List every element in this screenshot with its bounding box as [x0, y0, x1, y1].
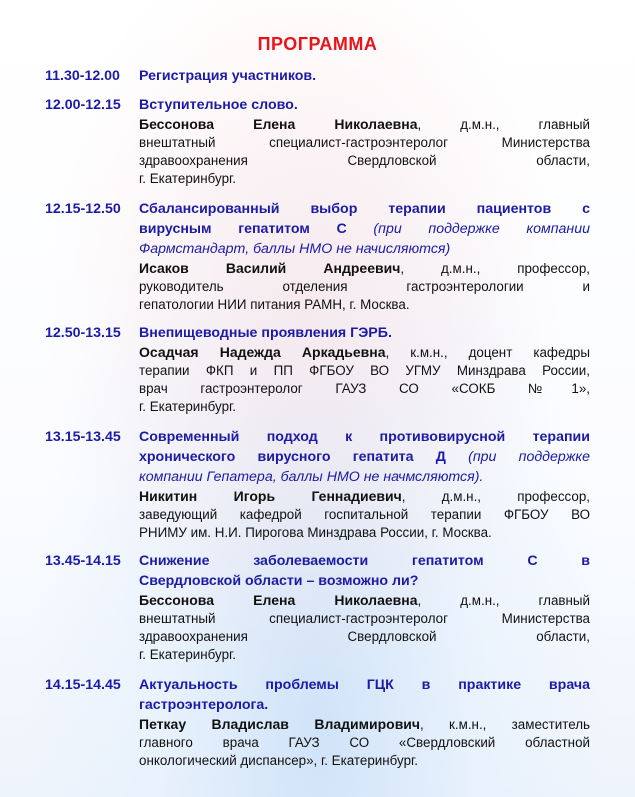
- item-speaker: [139, 591, 590, 664]
- speaker-line: г. Екатеринбург.: [139, 399, 237, 414]
- speaker-line: РНИМУ им. Н.И. Пирогова Минздрава России, г. Москва.: [139, 525, 492, 540]
- speaker-text: , к.м.н., заместитель: [420, 717, 590, 732]
- item-topic: [139, 427, 590, 487]
- item-speaker: [139, 259, 590, 314]
- topic-line: [139, 447, 590, 467]
- speaker-line: [139, 115, 590, 134]
- item-time: 11.30-12.00: [45, 68, 120, 84]
- item-time: 13.45-14.15: [45, 553, 121, 569]
- item-topic: [139, 66, 590, 86]
- speaker-name: Никитин Игорь Геннадиевич: [139, 488, 402, 504]
- speaker-line: онкологический диспансер», г. Екатеринбург.: [139, 753, 419, 768]
- topic-line: Современный подход к противовирусной терапии: [139, 429, 590, 445]
- speaker-line: внештатный специалист-гастроэнтеролог Министерства: [139, 611, 590, 626]
- speaker-line: врач гастроэнтеролог ГАУЗ СО «СОКБ №1»,: [139, 381, 590, 396]
- topic-line: Вступительное слово.: [139, 97, 298, 113]
- item-body: [139, 66, 590, 86]
- item-topic: [139, 199, 590, 259]
- topic-line: Снижение заболеваемости гепатитом С в: [139, 553, 590, 569]
- item-body: [139, 551, 590, 664]
- page-title: ПРОГРАММА: [257, 34, 378, 54]
- speaker-line: главного врача ГАУЗ СО «Свердловский областной: [139, 735, 590, 750]
- item-topic: [139, 95, 590, 115]
- topic-line: Свердловской области – возможно ли?: [139, 573, 419, 589]
- speaker-line: заведующий кафедрой госпитальной терапии ФГБОУ ВО: [139, 507, 590, 522]
- speaker-text: , д.м.н., главный: [417, 593, 590, 608]
- topic-line: Регистрация участников.: [139, 68, 317, 84]
- speaker-line: здравоохранения Свердловской области,: [139, 629, 590, 644]
- item-time: 13.15-13.45: [45, 429, 121, 445]
- sponsor-note: (при поддержке: [445, 449, 590, 465]
- topic-line: [139, 219, 590, 239]
- speaker-line: г. Екатеринбург.: [139, 647, 237, 662]
- topic-line: Внепищеводные проявления ГЭРБ.: [139, 325, 392, 341]
- sponsor-note: компании Гепатера, баллы НМО не начмсляются).: [139, 469, 484, 485]
- item-body: [139, 427, 590, 542]
- item-speaker: [139, 343, 590, 416]
- topic-line: Сбалансированный выбор терапии пациентов с: [139, 201, 590, 217]
- item-body: [139, 323, 590, 416]
- speaker-line: [139, 715, 590, 734]
- item-time: 14.15-14.45: [45, 677, 121, 693]
- topic-line: гастроэнтеролога.: [139, 697, 269, 713]
- topic-line: Актуальность проблемы ГЦК в практике врача: [139, 677, 590, 693]
- speaker-line: руководитель отделения гастроэнтерологии и: [139, 279, 590, 294]
- item-speaker: [139, 715, 590, 770]
- speaker-name: Осадчая Надежда Аркадьевна: [139, 344, 386, 360]
- speaker-line: внештатный специалист-гастроэнтеролог Министерства: [139, 135, 590, 150]
- item-speaker: [139, 115, 590, 188]
- item-body: [139, 199, 590, 314]
- speaker-line: здравоохранения Свердловской области,: [139, 153, 590, 168]
- speaker-text: , д.м.н., профессор,: [401, 489, 590, 504]
- speaker-line: [139, 259, 590, 278]
- item-body: [139, 675, 590, 770]
- item-time: 12.50-13.15: [45, 325, 121, 341]
- topic-text: вирусным гепатитом С: [139, 221, 347, 237]
- item-topic: [139, 323, 590, 343]
- sponsor-note: Фармстандарт, баллы НМО не начисляются): [139, 241, 451, 257]
- item-speaker: [139, 487, 590, 542]
- speaker-line: г. Екатеринбург.: [139, 171, 237, 186]
- speaker-line: терапии ФКП и ПП ФГБОУ ВО УГМУ Минздрава России,: [139, 363, 590, 378]
- item-time: 12.15-12.50: [45, 201, 121, 217]
- speaker-line: [139, 487, 590, 506]
- speaker-text: , к.м.н., доцент кафедры: [385, 345, 590, 360]
- item-topic: [139, 675, 590, 715]
- item-topic: [139, 551, 590, 591]
- sponsor-note: (при поддержке компании: [346, 221, 591, 237]
- speaker-text: , д.м.н., профессор,: [400, 261, 590, 276]
- speaker-name: Исаков Василий Андреевич: [139, 260, 401, 276]
- speaker-name: Бессонова Елена Николаевна: [139, 116, 418, 132]
- topic-text: хронического вирусного гепатита Д: [139, 449, 446, 465]
- item-time: 12.00-12.15: [45, 97, 121, 113]
- speaker-line: [139, 343, 590, 362]
- speaker-line: [139, 591, 590, 610]
- speaker-text: , д.м.н., главный: [417, 117, 590, 132]
- speaker-name: Петкау Владислав Владимирович: [139, 716, 421, 732]
- item-body: [139, 95, 590, 188]
- speaker-line: гепатологии НИИ питания РАМН, г. Москва.: [139, 297, 410, 312]
- speaker-name: Бессонова Елена Николаевна: [139, 592, 418, 608]
